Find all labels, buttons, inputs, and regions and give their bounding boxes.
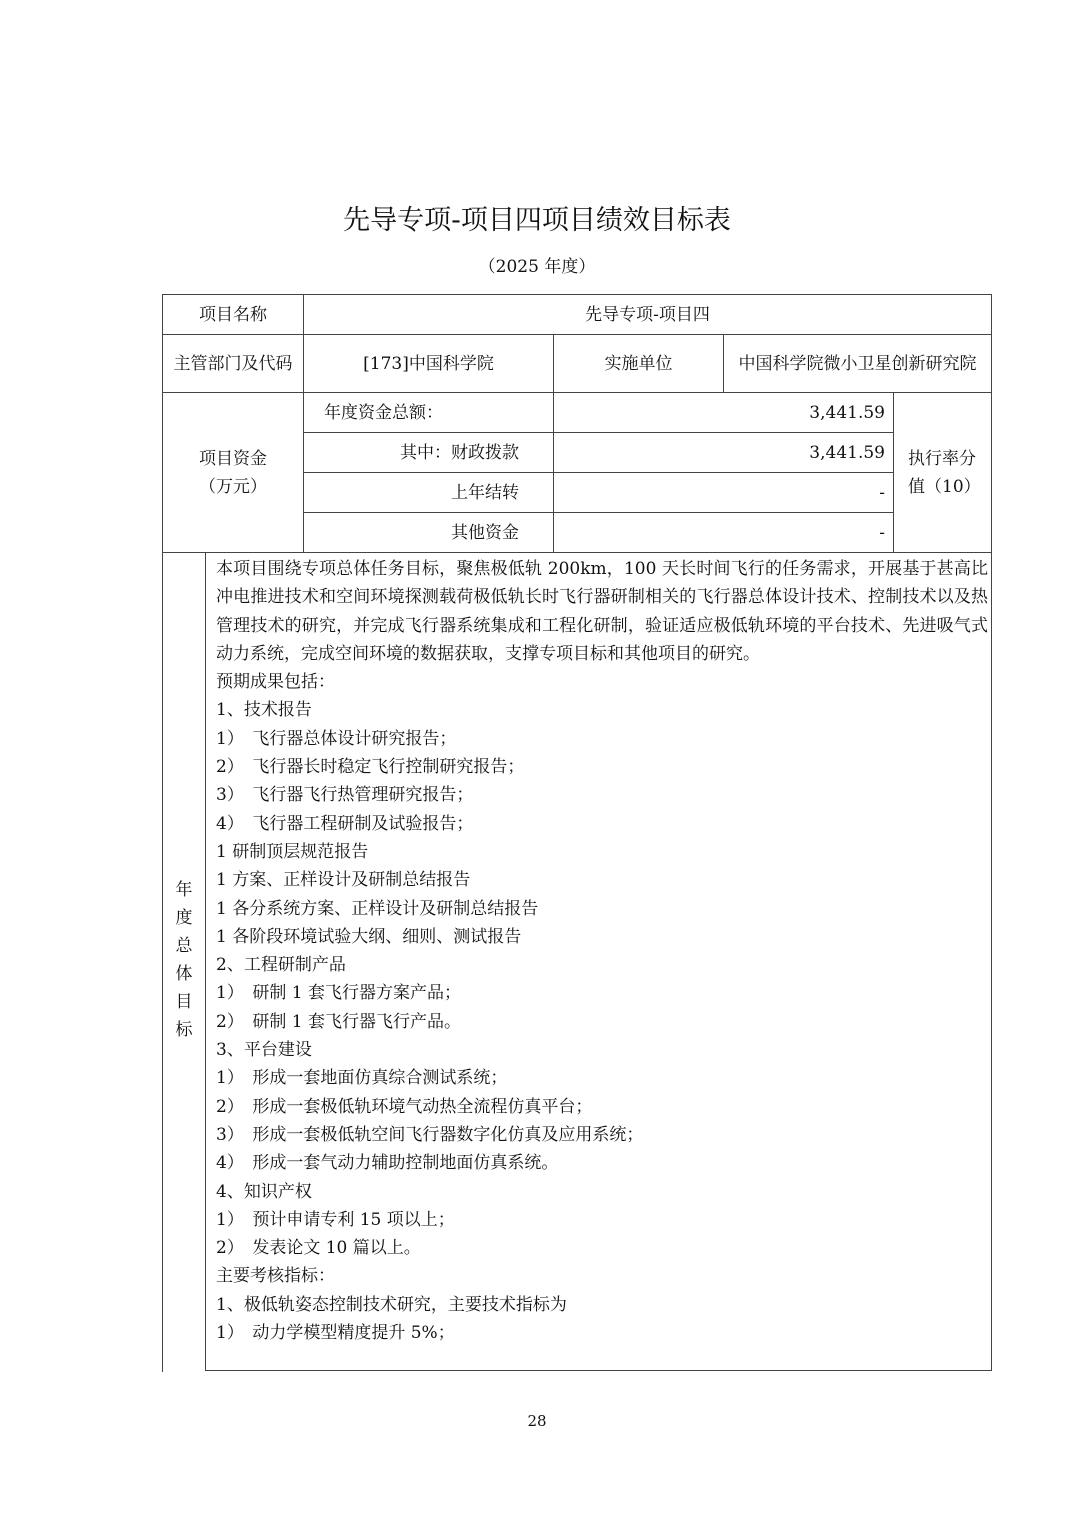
goal-line: 4、知识产权 — [216, 1181, 312, 1202]
impl-unit-label: 实施单位 — [604, 353, 673, 374]
table-border-right — [991, 294, 992, 1371]
document-subtitle: （2025 年度） — [478, 257, 596, 277]
project-name-value: 先导专项-项目四 — [585, 304, 710, 325]
goal-line: 1 各阶段环境试验大纲、细则、测试报告 — [216, 926, 522, 947]
goal-line: 3、平台建设 — [216, 1040, 312, 1061]
goal-line: 1 各分系统方案、正样设计及研制总结报告 — [216, 898, 539, 919]
document-title: 先导专项-项目四项目绩效目标表 — [343, 205, 731, 236]
goal-line: 2） 研制 1 套飞行器飞行产品。 — [216, 1011, 461, 1032]
fund-value-carryover: - — [879, 482, 885, 503]
table-border-left — [162, 294, 163, 1372]
goal-line: 2） 飞行器长时稳定飞行控制研究报告； — [216, 757, 525, 778]
fund-label-fiscal: 其中：财政拨款 — [400, 442, 519, 463]
goal-line: 1） 形成一套地面仿真综合测试系统； — [216, 1068, 508, 1089]
dept-value: [173]中国科学院 — [363, 353, 494, 374]
col-divider — [893, 392, 894, 552]
goal-line: 2） 发表论文 10 篇以上。 — [216, 1238, 421, 1259]
goal-line: 1、极低轨姿态控制技术研究，主要技术指标为 — [216, 1294, 567, 1315]
goal-line: 2、工程研制产品 — [216, 955, 346, 976]
fund-label-total: 年度资金总额： — [324, 402, 443, 423]
dept-label: 主管部门及代码 — [173, 353, 293, 374]
goal-line: 3） 形成一套极低轨空间飞行器数字化仿真及应用系统； — [216, 1124, 644, 1145]
goal-line: 预期成果包括： — [216, 672, 335, 693]
fund-label-carryover: 上年结转 — [451, 482, 519, 503]
goal-line: 1 研制顶层规范报告 — [216, 841, 369, 862]
annual-goal-label: 年度总体目标 — [175, 880, 193, 1040]
goal-line: 1） 动力学模型精度提升 5%； — [216, 1323, 455, 1344]
goal-line: 4） 形成一套气动力辅助控制地面仿真系统。 — [216, 1153, 559, 1174]
page-number: 28 — [527, 1412, 547, 1430]
goal-line: 1） 研制 1 套飞行器方案产品； — [216, 983, 461, 1004]
goal-line: 1） 飞行器总体设计研究报告； — [216, 728, 457, 749]
project-name-label: 项目名称 — [199, 304, 267, 325]
fund-value-fiscal: 3,441.59 — [809, 442, 885, 463]
goal-line: 1） 预计申请专利 15 项以上； — [216, 1209, 455, 1230]
goal-line: 主要考核指标： — [216, 1266, 335, 1287]
annual-goal-intro: 本项目围绕专项总体任务目标，聚焦极低轨 200km，100 天长时间飞行的任务需求，开展基于甚高比冲电推进技术和空间环境探测载荷极低轨长时飞行器研制相关的飞行器总体设计技术、控制技术以及热管理技术的研究，并完成飞行器系统集成和工程化研制，验证适应极低轨环境的平台技术、先进吸气式动力系统，完成空间环境的数据获取，支撑专项目标和其他项目的研究。 — [216, 559, 988, 664]
fund-label-other: 其他资金 — [451, 522, 519, 543]
goal-line: 4） 飞行器工程研制及试验报告； — [216, 813, 474, 834]
col-divider — [723, 334, 724, 392]
fund-value-total: 3,441.59 — [809, 402, 885, 423]
exec-rate-label: 执行率分值（10） — [908, 448, 981, 497]
funds-label: 项目资金（万元） — [199, 448, 267, 497]
goal-line: 2） 形成一套极低轨环境气动热全流程仿真平台； — [216, 1096, 593, 1117]
table-border-bottom — [205, 1370, 992, 1371]
goal-line: 1、技术报告 — [216, 700, 312, 721]
row-divider — [162, 552, 992, 553]
goal-line: 3） 飞行器飞行热管理研究报告； — [216, 785, 474, 806]
impl-unit-value: 中国科学院微小卫星创新研究院 — [738, 353, 977, 374]
goal-line: 1 方案、正样设计及研制总结报告 — [216, 870, 471, 891]
fund-value-other: - — [879, 522, 885, 543]
annual-goal-content — [216, 555, 988, 1347]
col-divider — [205, 552, 206, 1371]
